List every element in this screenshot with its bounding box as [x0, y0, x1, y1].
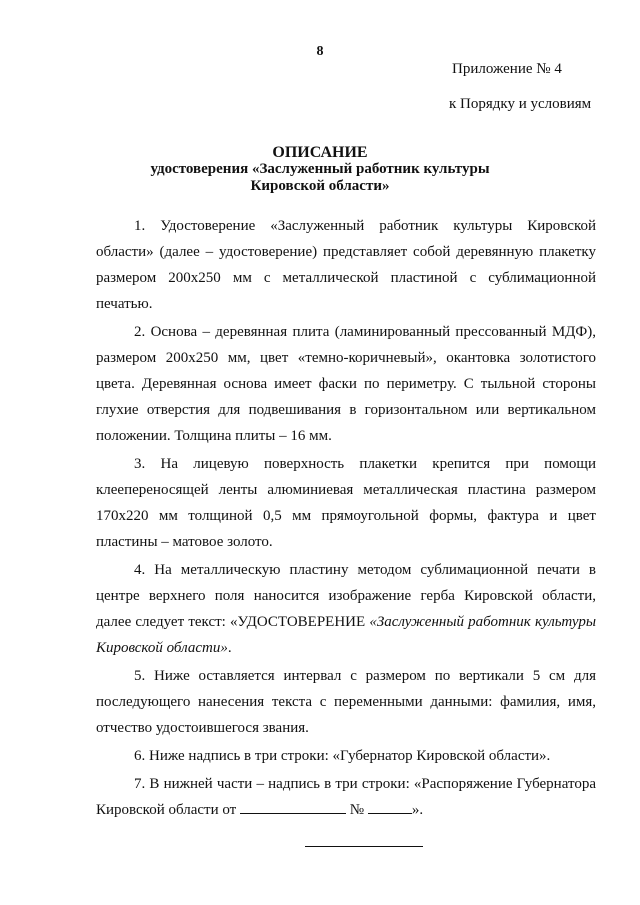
document-subheading-line-2: Кировской области» [250, 178, 390, 194]
paragraph-4-text: 4. На металлическую пластину методом сублимационной печати в центре верхнего поля наносится изображение герба Кировской области, далее следует текст: «УДОСТОВЕРЕНИЕ [96, 562, 596, 630]
end-of-document-rule [305, 846, 423, 847]
document-subheading-line-1: удостоверения «Заслуженный работник культуры [150, 161, 490, 177]
paragraph-7 [96, 771, 596, 823]
paragraph-1: 1. Удостоверение «Заслуженный работник культуры Кировской области» (далее – удостоверение) представляет собой деревянную плакетку размером 200х250 мм с металлической пластиной с сублимационной печатью. [96, 218, 596, 312]
paragraph-6: 6. Ниже надпись в три строки: «Губернатор Кировской области». [134, 748, 551, 764]
paragraph-4 [96, 557, 596, 661]
number-blank-line [368, 799, 412, 814]
paragraph-3: 3. На лицевую поверхность плакетки крепится при помощи клеепереносящей ленты алюминиевая металлическая пластина размером 170х220 мм толщиной 0,5 мм прямоугольной формы, фактура и цвет пластины – матовое золото. [96, 456, 596, 550]
paragraph-7-text: 7. В нижней части – надпись в три строки: «Распоряжение Губернатора Кировской области от [96, 776, 596, 818]
paragraph-2: 2. Основа – деревянная плита (ламинированный прессованный МДФ), размером 200х250 мм, цвет «темно-коричневый», окантовка золотистого цвета. Деревянная основа имеет фаски по периметру. С тыльной стороны глухие отверстия для подвешивания в горизонтальном или вертикальном положении. Толщина плиты – 16 мм. [96, 324, 596, 444]
paragraph-4-end: . [227, 640, 232, 656]
paragraph-5: 5. Ниже оставляется интервал с размером по вертикали 5 см для последующего нанесения текста с переменными данными: фамилия, имя, отчество удостоившегося звания. [96, 668, 596, 736]
paragraph-7-number-sign: № [346, 802, 368, 818]
appendix-title: Приложение № 4 [452, 61, 562, 77]
paragraph-7-end: ». [411, 802, 424, 818]
page-number: 8 [316, 44, 324, 59]
document-body [96, 213, 596, 825]
date-blank-line [240, 799, 346, 814]
paragraph-4-italic-title: «Заслуженный работник культуры Кировской области» [96, 614, 596, 656]
appendix-subtitle: к Порядку и условиям [449, 96, 592, 112]
document-heading: ОПИСАНИЕ [272, 144, 368, 161]
